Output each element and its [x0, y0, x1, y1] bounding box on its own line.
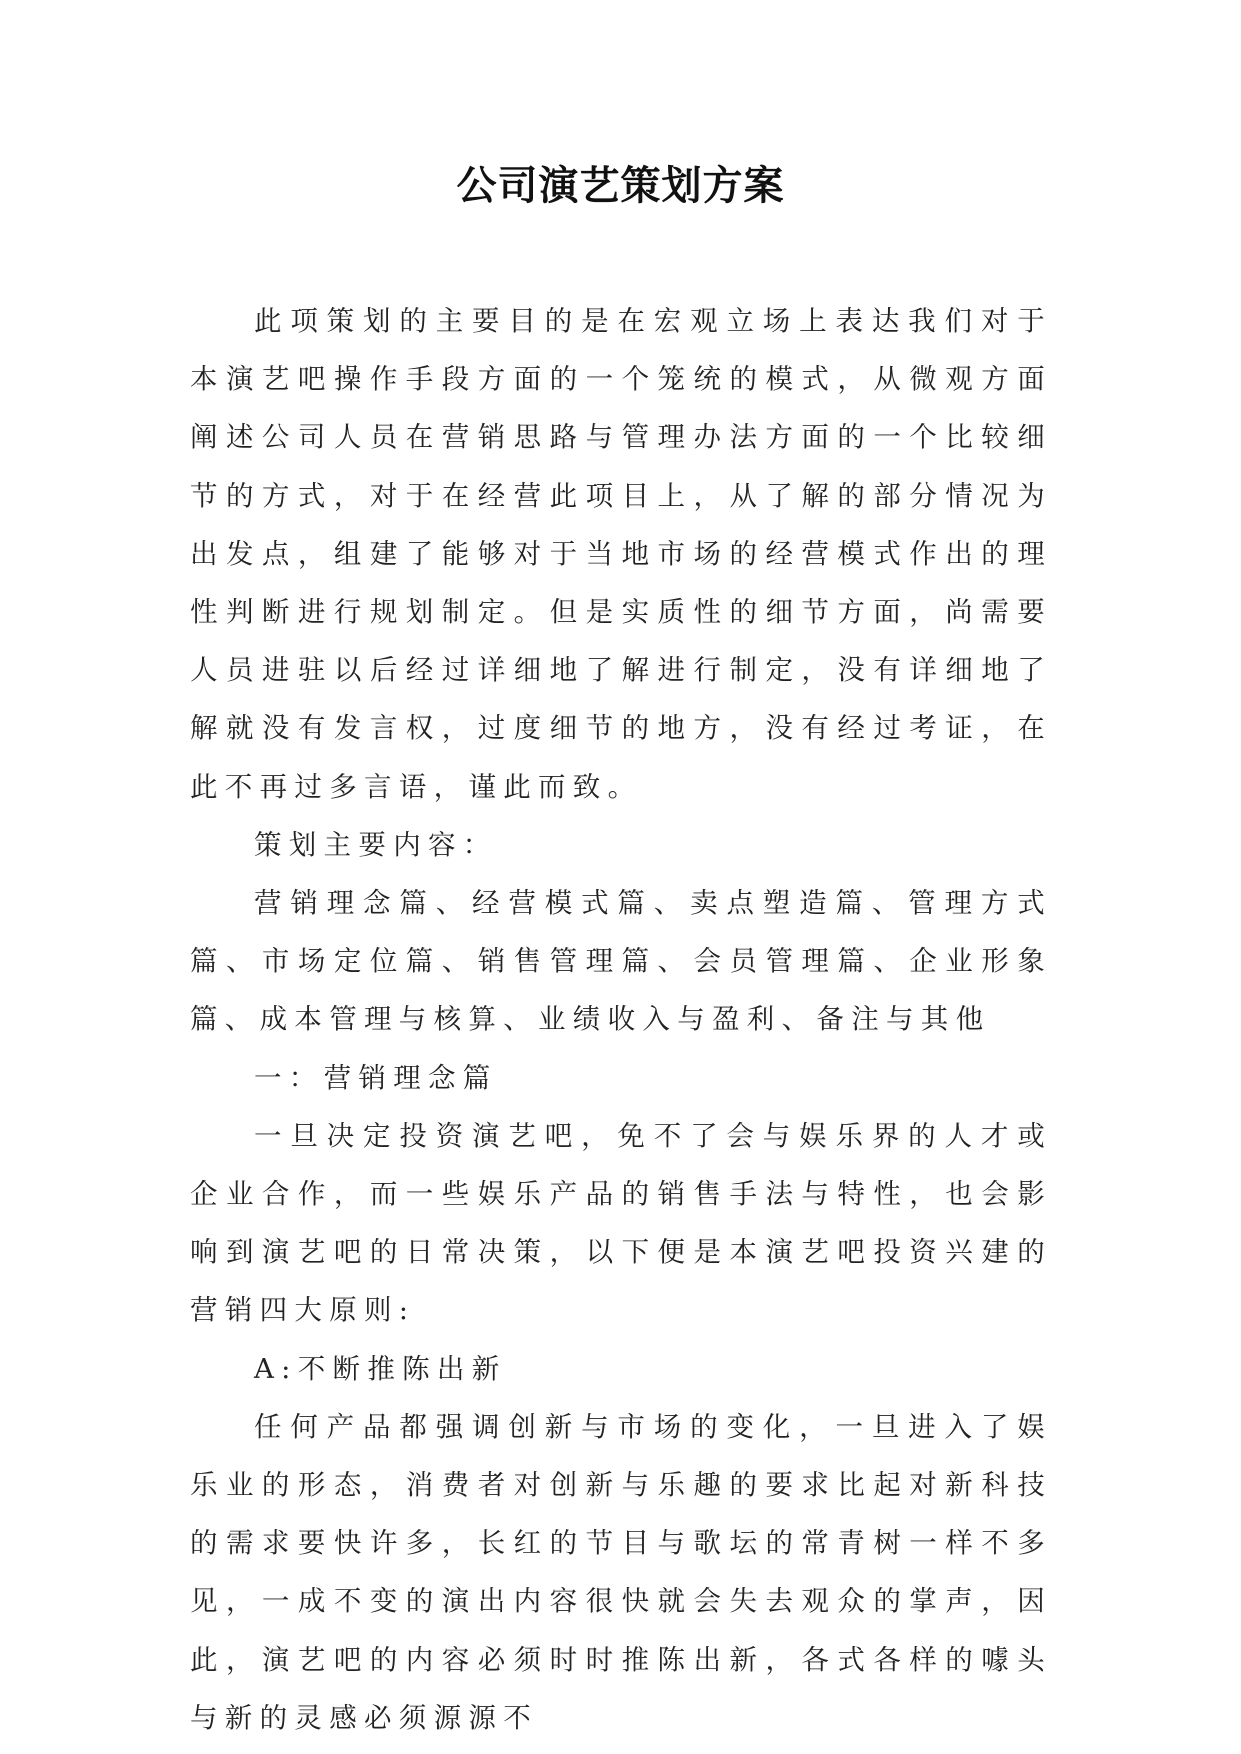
paragraph-contents-heading: 策划主要内容： [254, 828, 498, 861]
paragraph-innovation: 任何产品都强调创新与市场的变化，一旦进入了娱乐业的形态，消费者对创新与乐趣的要求比起对新科技的需求要快许多，长红的节目与歌坛的常青树一样不多见，一成不变的演出内容很快就会失去观众的掌声，因此，演艺吧的内容必须时时推陈出新，各式各样的噱头与新的灵感必须源源不 [190, 1410, 1052, 1734]
paragraph-marketing-principles: 一旦决定投资演艺吧，免不了会与娱乐界的人才或企业合作，而一些娱乐产品的销售手法与特性，也会影响到演艺吧的日常决策，以下便是本演艺吧投资兴建的营销四大原则: [190, 1119, 1052, 1327]
paragraph-contents-list: 营销理念篇、经营模式篇、卖点塑造篇、管理方式篇、市场定位篇、销售管理篇、会员管理篇、企业形象篇、成本管理与核算、业绩收入与盈利、备注与其他 [190, 887, 1052, 1036]
document-body [190, 292, 1052, 1747]
paragraph-intro: 此项策划的主要目的是在宏观立场上表达我们对于本演艺吧操作手段方面的一个笼统的模式，从微观方面阐述公司人员在营销思路与管理办法方面的一个比较细节的方式，对于在经营此项目上，从了解的部分情况为出发点，组建了能够对于当地市场的经营模式作出的理性判断进行规划制定。但是实质性的细节方面，尚需要人员进驻以后经过详细地了解进行制定，没有详细地了解就没有发言权，过度细节的地方，没有经过考证，在此不再过多言语，谨此而致。 [190, 305, 1052, 803]
section-heading-marketing: 一：营销理念篇 [254, 1061, 498, 1094]
document-title: 公司演艺策划方案 [456, 162, 785, 209]
subheading-innovation: A:不断推陈出新 [254, 1352, 507, 1385]
